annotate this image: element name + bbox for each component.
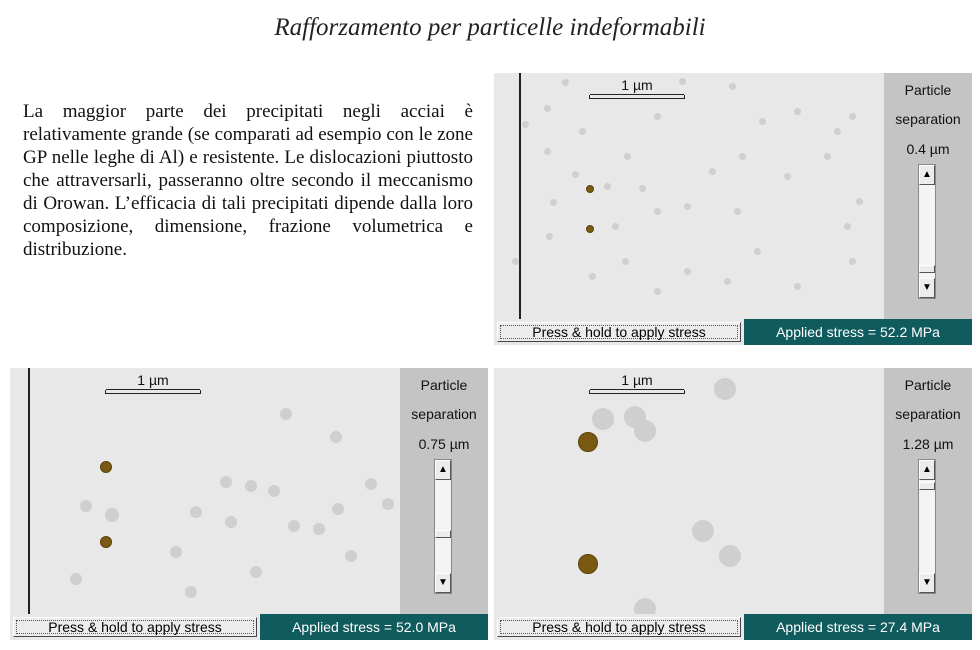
scroll-thumb[interactable] [435,530,451,538]
pinning-particle [100,536,112,548]
particle [170,546,182,558]
particle [190,506,202,518]
particle [692,520,714,542]
particle [754,248,761,255]
particle [624,153,631,160]
particle [562,79,569,86]
pinning-particle [578,554,598,574]
separation-panel [884,368,972,614]
particle [522,121,529,128]
particle [589,273,596,280]
separation-title-line-1: Particle [420,377,468,393]
separation-value: 1.28 µm [902,436,954,452]
scroll-thumb[interactable] [919,265,935,273]
separation-value: 0.4 µm [906,141,950,157]
applied-stress-readout: Applied stress = 27.4 MPa [744,614,972,640]
scroll-down-button[interactable]: ▼ [919,573,935,593]
particle [185,586,197,598]
particle [849,258,856,265]
particle [220,476,232,488]
particle [288,520,300,532]
scroll-up-button[interactable]: ▲ [919,460,935,480]
simulation-window-2 [10,368,488,640]
particle [572,171,579,178]
separation-title-line-2: separation [411,406,477,422]
scale-bar-label: 1 µm [621,372,653,388]
scroll-up-button[interactable]: ▲ [919,165,935,185]
apply-stress-button[interactable]: Press & hold to apply stress [497,617,741,637]
particle [70,573,82,585]
particle [345,550,357,562]
separation-title-line-2: separation [895,406,961,422]
separation-scrollbar[interactable] [918,164,936,299]
simulation-canvas [10,368,400,614]
scale-bar-label: 1 µm [137,372,169,388]
scale-bar-label: 1 µm [621,77,653,93]
particle [714,378,736,400]
separation-scrollbar[interactable] [918,459,936,594]
particle [849,113,856,120]
particle [245,480,257,492]
particle [512,258,519,265]
particle [634,598,656,614]
particle [684,203,691,210]
apply-stress-button[interactable]: Press & hold to apply stress [497,322,741,342]
particle [739,153,746,160]
particle [794,283,801,290]
separation-panel [884,73,972,319]
particle [105,508,119,522]
particle [684,268,691,275]
control-bar [10,614,488,640]
applied-stress-readout: Applied stress = 52.0 MPa [260,614,488,640]
particle [856,198,863,205]
simulation-canvas [494,73,884,319]
particle [784,173,791,180]
pinning-particle [586,225,594,233]
particle [550,199,557,206]
particle [719,545,741,567]
particle [80,500,92,512]
simulation-window-3 [494,368,972,640]
dislocation-line [519,73,521,319]
particle [724,278,731,285]
particle [604,183,611,190]
particle [634,420,656,442]
particle [639,185,646,192]
particle [546,233,553,240]
particle [612,223,619,230]
pinning-particle [586,185,594,193]
particle [544,105,551,112]
separation-title-line-2: separation [895,111,961,127]
scale-bar [589,77,685,99]
body-paragraph: La maggior parte dei precipitati negli acciai è relativamente grande (se comparati ad esempio con le zone GP nelle leghe di Al) e resistente. Le dislocazioni piuttosto che attraversarli, passeranno oltre secondo il meccanismo di Orowan. L’efficacia di tali precipitati dipende dalla loro composizione, dimensione, frazione volumetrica e distribuzione. [23,101,473,260]
particle [654,113,661,120]
particle [382,498,394,510]
scroll-down-button[interactable]: ▼ [435,573,451,593]
separation-title-line-1: Particle [904,82,952,98]
particle [592,408,614,430]
particle [759,118,766,125]
particle [729,83,736,90]
separation-panel [400,368,488,614]
separation-title-line-1: Particle [904,377,952,393]
particle [709,168,716,175]
separation-scrollbar[interactable] [434,459,452,594]
control-bar [494,614,972,640]
particle [332,503,344,515]
particle [313,523,325,535]
particle [268,485,280,497]
applied-stress-readout: Applied stress = 52.2 MPa [744,319,972,345]
particle [654,208,661,215]
simulation-window-1 [494,73,972,345]
particle [834,128,841,135]
particle [280,408,292,420]
slide-title: Rafforzamento per particelle indeformabili [274,14,706,41]
particle [654,288,661,295]
particle [579,128,586,135]
scroll-thumb[interactable] [919,482,935,490]
particle [824,153,831,160]
particle [679,78,686,85]
particle [250,566,262,578]
control-bar [494,319,972,345]
apply-stress-button[interactable]: Press & hold to apply stress [13,617,257,637]
particle [844,223,851,230]
dislocation-line [28,368,30,614]
scroll-up-button[interactable]: ▲ [435,460,451,480]
scale-bar [105,372,201,394]
particle [622,258,629,265]
simulation-canvas [494,368,884,614]
particle [544,148,551,155]
scale-bar [589,372,685,394]
particle [225,516,237,528]
separation-value: 0.75 µm [418,436,470,452]
particle [330,431,342,443]
particle [794,108,801,115]
scroll-down-button[interactable]: ▼ [919,278,935,298]
pinning-particle [100,461,112,473]
particle [734,208,741,215]
pinning-particle [578,432,598,452]
particle [365,478,377,490]
